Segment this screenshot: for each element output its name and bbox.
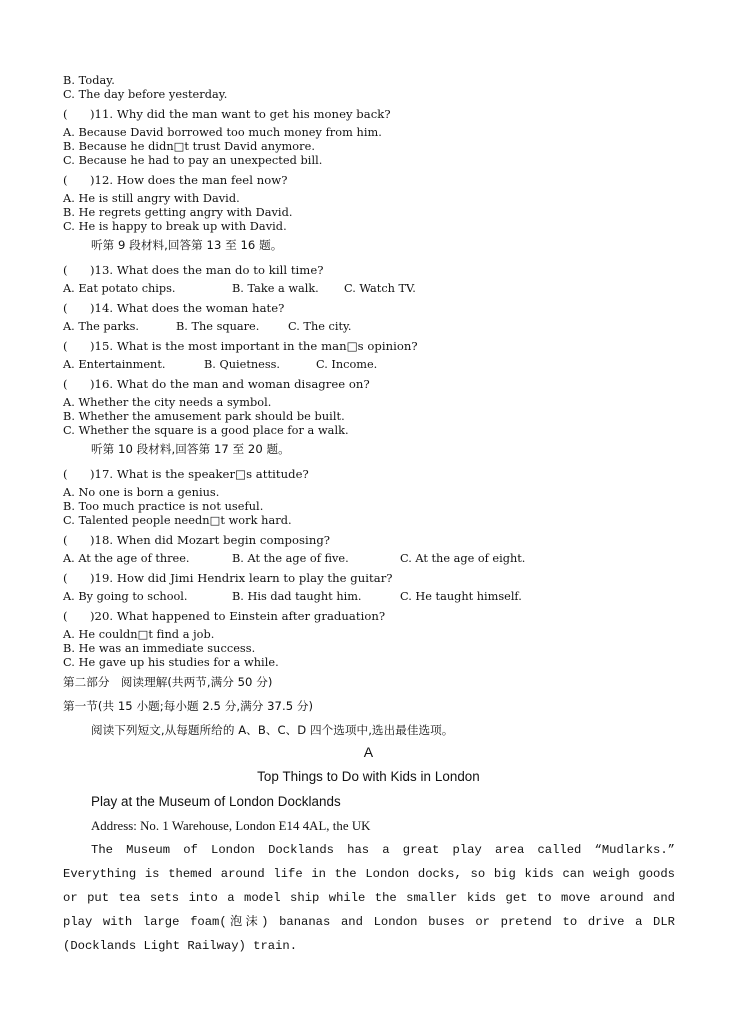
reading-instruction: 阅读下列短文,从每题所给的 A、B、C、D 四个选项中,选出最佳选项。	[91, 723, 454, 737]
q15-option-a: A. Entertainment.	[63, 358, 166, 371]
q18-stem: ( )18. When did Mozart begin composing?	[63, 533, 331, 547]
museum-address: Address: No. 1 Warehouse, London E14 4AL, the UK	[91, 819, 371, 833]
q19-option-b: B. His dad taught him.	[232, 590, 362, 603]
part-two-title: 第二部分 阅读理解(共两节,满分 50 分)	[63, 675, 273, 689]
q12-option-b: B. He regrets getting angry with David.	[63, 206, 293, 219]
q12-option-c: C. He is happy to break up with David.	[63, 220, 287, 233]
q10-option-c: C. The day before yesterday.	[63, 88, 228, 101]
q19-option-a: A. By going to school.	[63, 590, 188, 603]
q20-option-a: A. He couldn□t find a job.	[63, 628, 215, 641]
q13-stem: ( )13. What does the man do to kill time?	[63, 263, 324, 277]
q12-option-a: A. He is still angry with David.	[63, 192, 240, 205]
q17-option-c: C. Talented people needn□t work hard.	[63, 514, 292, 527]
passage-paragraph: The Museum of London Docklands has a great play area called “Mudlarks.” Everything is themed around life in the London docks, so big kids can weigh goods or put tea sets into a model ship while the smaller kids get to move around and play with large foam(泡沫) bananas and London buses or pretend to drive a DLR (Docklands Light Railway) train.	[63, 843, 675, 953]
q20-option-c: C. He gave up his studies for a while.	[63, 656, 279, 669]
q16-option-a: A. Whether the city needs a symbol.	[63, 396, 272, 409]
q14-option-c: C. The city.	[288, 320, 352, 333]
q15-option-b: B. Quietness.	[204, 358, 281, 371]
q13-option-b: B. Take a walk.	[232, 282, 319, 295]
passage-subheading: Play at the Museum of London Docklands	[91, 794, 341, 809]
passage-title: Top Things to Do with Kids in London	[257, 769, 480, 784]
q20-stem: ( )20. What happened to Einstein after graduation?	[63, 609, 386, 623]
q16-option-c: C. Whether the square is a good place for a walk.	[63, 424, 349, 437]
q13-option-a: A. Eat potato chips.	[63, 282, 176, 295]
q16-option-b: B. Whether the amusement park should be built.	[63, 410, 345, 423]
q14-option-b: B. The square.	[176, 320, 260, 333]
q17-option-a: A. No one is born a genius.	[63, 486, 220, 499]
q11-stem: ( )11. Why did the man want to get his money back?	[63, 107, 391, 121]
q15-stem: ( )15. What is the most important in the man□s opinion?	[63, 339, 418, 353]
passage-letter: A	[363, 744, 374, 760]
q16-stem: ( )16. What do the man and woman disagree on?	[63, 377, 370, 391]
q14-option-a: A. The parks.	[63, 320, 140, 333]
q10-option-b: B. Today.	[63, 74, 115, 87]
q17-stem: ( )17. What is the speaker□s attitude?	[63, 467, 309, 481]
q12-stem: ( )12. How does the man feel now?	[63, 173, 288, 187]
q15-option-c: C. Income.	[316, 358, 378, 371]
section-one-title: 第一节(共 15 小题;每小题 2.5 分,满分 37.5 分)	[63, 699, 314, 713]
q18-option-c: C. At the age of eight.	[400, 552, 526, 565]
q19-stem: ( )19. How did Jimi Hendrix learn to play the guitar?	[63, 571, 393, 585]
q18-option-a: A. At the age of three.	[63, 552, 190, 565]
q14-stem: ( )14. What does the woman hate?	[63, 301, 285, 315]
q13-option-c: C. Watch TV.	[344, 282, 416, 295]
q11-option-a: A. Because David borrowed too much money from him.	[63, 126, 382, 139]
q11-option-c: C. Because he had to pay an unexpected bill.	[63, 154, 323, 167]
section-10-instruction: 听第 10 段材料,回答第 17 至 20 题。	[91, 442, 290, 456]
q20-option-b: B. He was an immediate success.	[63, 642, 256, 655]
q19-option-c: C. He taught himself.	[400, 590, 522, 603]
q18-option-b: B. At the age of five.	[232, 552, 349, 565]
q11-option-b: B. Because he didn□t trust David anymore.	[63, 140, 315, 153]
q17-option-b: B. Too much practice is not useful.	[63, 500, 264, 513]
section-9-instruction: 听第 9 段材料,回答第 13 至 16 题。	[91, 238, 283, 252]
